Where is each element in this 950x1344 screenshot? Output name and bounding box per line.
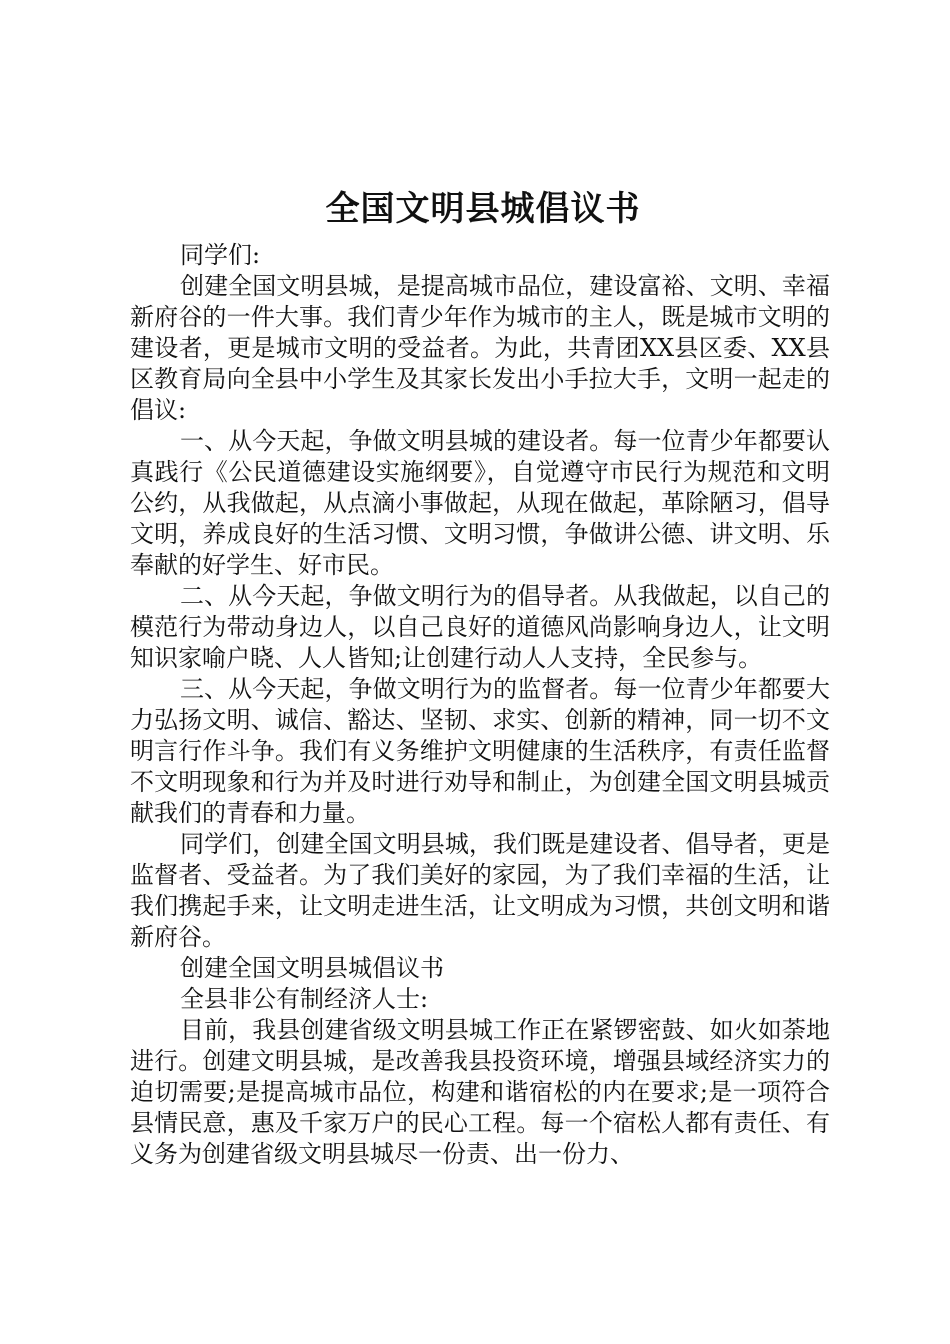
document-title: 全国文明县城倡议书 <box>325 189 641 229</box>
second-body-paragraph: 目前，我县创建省级文明县城工作正在紧锣密鼓、如火如荼地进行。创建文明县城，是改善我县投资环境，增强县域经济实力的迫切需要;是提高城市品位，构建和谐宿松的内在要求;是一项符合县情民意，惠及千家万户的民心工程。每一个宿松人都有责任、有义务为创建省级文明县城尽一份责、出一份力、 <box>130 1016 830 1168</box>
intro-paragraph: 创建全国文明县城，是提高城市品位，建设富裕、文明、幸福新府谷的一件大事。我们青少年作为城市的主人，既是城市文明的建设者，更是城市文明的受益者。为此，共青团XX县区委、XX县区教育局向全县中小学生及其家长发出小手拉大手，文明一起走的倡议: <box>130 272 830 424</box>
point-two-paragraph: 二、从今天起，争做文明行为的倡导者。从我做起，以自己的模范行为带动身边人，以自己良好的道德风尚影响身边人，让文明知识家喻户晓、人人皆知;让创建行动人人支持，全民参与。 <box>130 582 830 672</box>
document-page <box>130 186 830 1170</box>
point-one-paragraph: 一、从今天起，争做文明县城的建设者。每一位青少年都要认真践行《公民道德建设实施纲要》，自觉遵守市民行为规范和文明公约，从我做起，从点滴小事做起，从现在做起，革除陋习，倡导文明，养成良好的生活习惯、文明习惯，争做讲公德、讲文明、乐奉献的好学生、好市民。 <box>130 427 830 579</box>
second-greeting-paragraph: 全县非公有制经济人士: <box>180 985 429 1013</box>
point-three-paragraph: 三、从今天起，争做文明行为的监督者。每一位青少年都要大力弘扬文明、诚信、豁达、坚韧、求实、创新的精神，同一切不文明言行作斗争。我们有义务维护文明健康的生活秩序，有责任监督不文明现象和行为并及时进行劝导和制止，为创建全国文明县城贡献我们的青春和力量。 <box>130 675 830 827</box>
second-title-paragraph: 创建全国文明县城倡议书 <box>180 954 444 982</box>
greeting-paragraph: 同学们: <box>180 241 261 269</box>
closing-paragraph: 同学们，创建全国文明县城，我们既是建设者、倡导者，更是监督者、受益者。为了我们美好的家园，为了我们幸福的生活，让我们携起手来，让文明走进生活，让文明成为习惯，共创文明和谐新府谷。 <box>130 830 830 951</box>
